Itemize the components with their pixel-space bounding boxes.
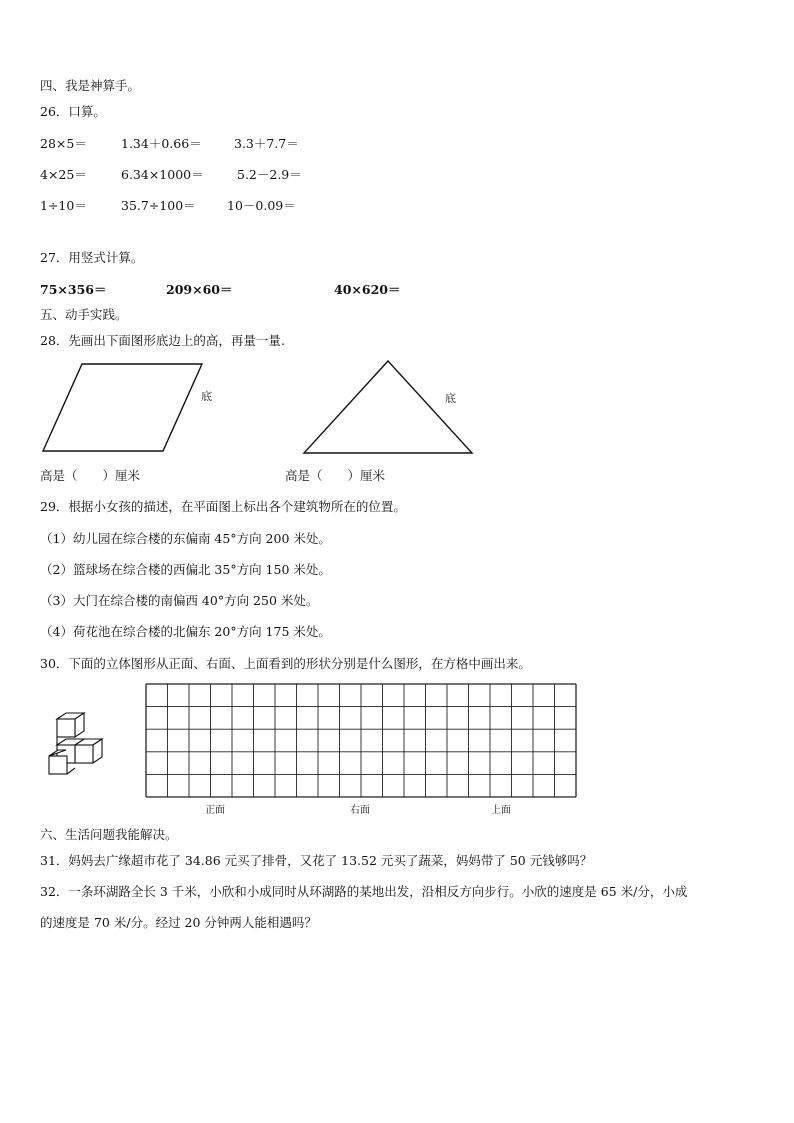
- section-6-heading: 六、生活问题我能解决。: [40, 827, 178, 842]
- question-32-line-1: 32．一条环湖路全长 3 千米，小欣和小成同时从环湖路的某地出发，沿相反方向步行。小欣的速度是 65 米/分，小成: [40, 884, 688, 899]
- answer-grid[interactable]: [145, 683, 580, 799]
- question-26-title: 26．口算。: [40, 104, 106, 119]
- height-answer: 高是（ ）厘米: [285, 468, 386, 483]
- cubes-figure: [40, 710, 120, 780]
- direction-item: （4）荷花池在综合楼的北偏东 20°方向 175 米处。: [40, 624, 331, 639]
- question-27-title: 27．用竖式计算。: [40, 250, 144, 265]
- calc-item: 1÷10＝: [40, 198, 87, 213]
- triangle-shape: [304, 361, 472, 453]
- calc-item: 6.34×1000＝: [121, 167, 204, 182]
- calc-item: 4×25＝: [40, 167, 87, 182]
- calc-item: 28×5＝: [40, 136, 87, 151]
- question-30-title: 30．下面的立体图形从正面、右面、上面看到的形状分别是什么图形，在方格中画出来。: [40, 656, 531, 671]
- direction-item: （1）幼儿园在综合楼的东偏南 45°方向 200 米处。: [40, 531, 331, 546]
- question-32-line-2: 的速度是 70 米/分。经过 20 分钟两人能相遇吗？: [40, 915, 317, 930]
- section-4-heading: 四、我是神算手。: [40, 78, 141, 93]
- height-answer: 高是（ ）厘米: [40, 468, 141, 483]
- calc-item: 1.34＋0.66＝: [121, 136, 202, 151]
- question-29-title: 29．根据小女孩的描述，在平面图上标出各个建筑物所在的位置。: [40, 499, 406, 514]
- direction-item: （2）篮球场在综合楼的西偏北 35°方向 150 米处。: [40, 562, 331, 577]
- vertical-calc-item: 40×620＝: [334, 282, 401, 297]
- calc-item: 5.2－2.9＝: [237, 167, 302, 182]
- question-28-title: 28．先画出下面图形底边上的高，再量一量.: [40, 333, 285, 348]
- parallelogram-shape: [43, 364, 202, 451]
- calc-item: 10－0.09＝: [227, 198, 296, 213]
- grid-label-front: 正面: [205, 805, 225, 816]
- base-label: 底: [201, 390, 212, 403]
- base-label: 底: [445, 392, 456, 405]
- grid-label-right: 右面: [350, 805, 370, 816]
- vertical-calc-item: 209×60＝: [166, 282, 233, 297]
- section-5-heading: 五、动手实践。: [40, 307, 128, 322]
- vertical-calc-item: 75×356＝: [40, 282, 107, 297]
- calc-item: 3.3＋7.7＝: [234, 136, 299, 151]
- question-31: 31．妈妈去广缘超市花了 34.86 元买了排骨，又花了 13.52 元买了蔬菜，妈妈带了 50 元钱够吗？: [40, 853, 593, 868]
- grid-label-top: 上面: [491, 805, 511, 816]
- direction-item: （3）大门在综合楼的南偏西 40°方向 250 米处。: [40, 593, 319, 608]
- calc-item: 35.7÷100＝: [121, 198, 196, 213]
